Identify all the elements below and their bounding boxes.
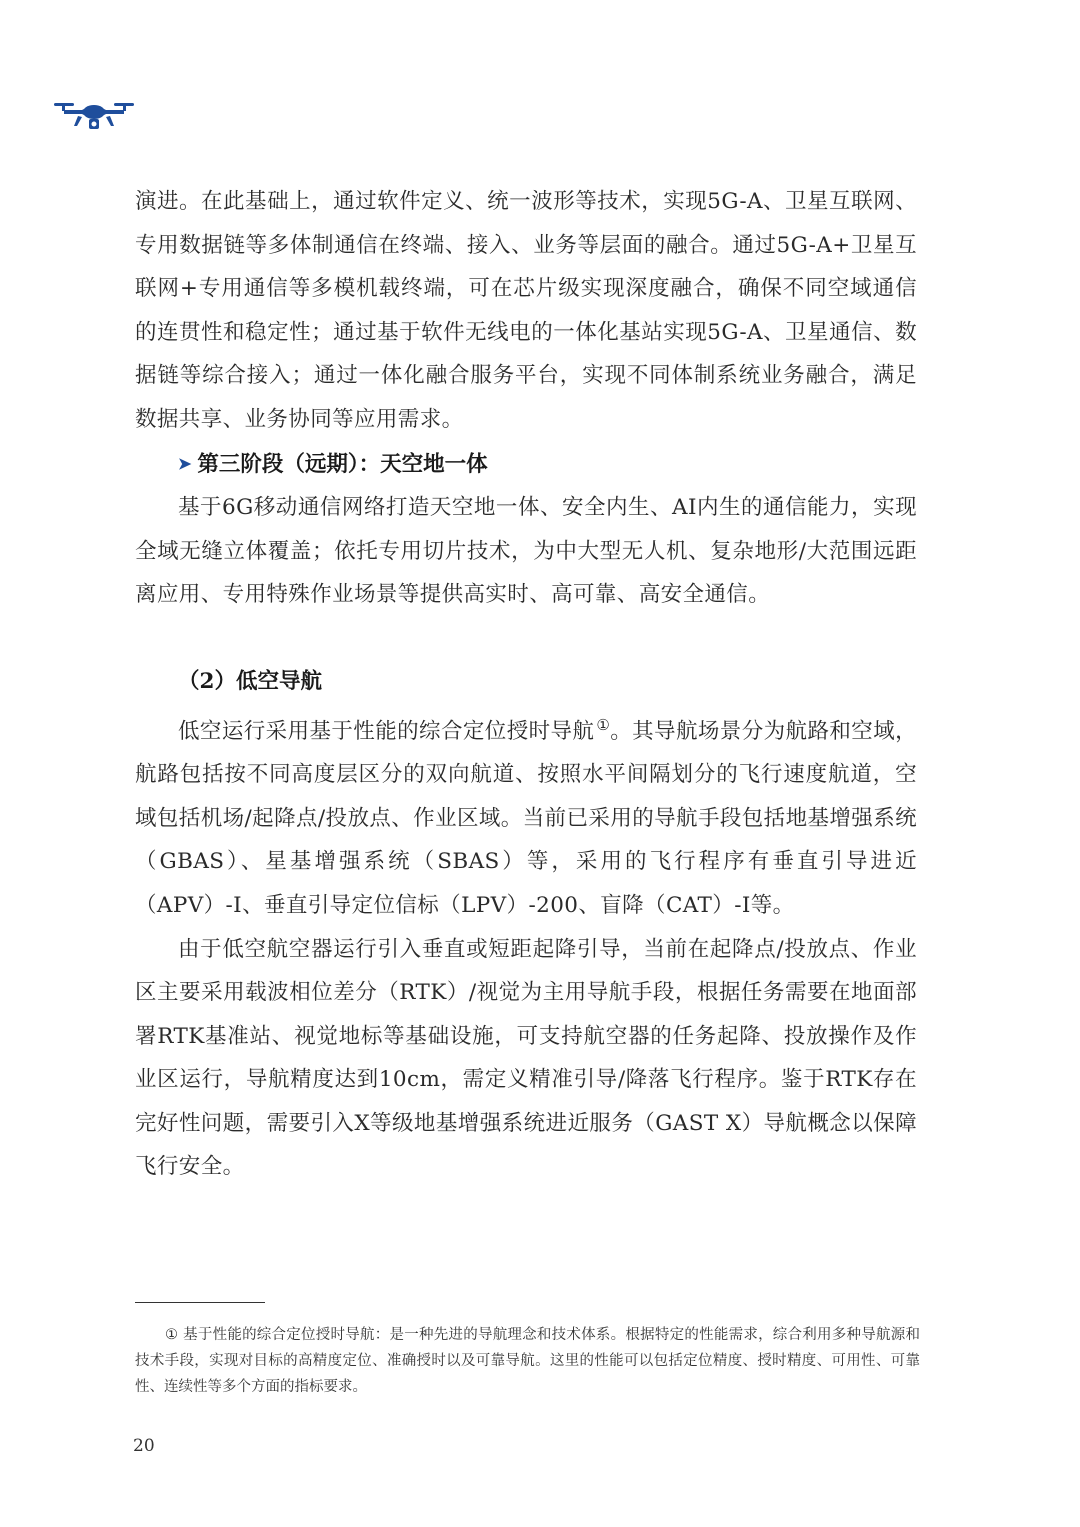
stage3-heading [135,442,917,487]
footnote-text: ① 基于性能的综合定位授时导航：是一种先进的导航理念和技术体系。根据特定的性能需求，综合利用多种导航源和技术手段，实现对目标的高精度定位、准确授时以及可靠导航。这里的性能可以包括定位精度、授时精度、可用性、可靠性、连续性等多个方面的指标要求。 [135,1327,920,1395]
paragraph-rtk-navigation: 由于低空航空器运行引入垂直或短距起降引导，当前在起降点/投放点、作业区主要采用载波相位差分（RTK）/视觉为主用导航手段，根据任务需要在地面部署RTK基准站、视觉地标等基础设施，可支持航空器的任务起降、投放操作及作业区运行，导航精度达到10cm，需定义精准引导/降落飞行程序。鉴于RTK存在完好性问题，需要引入X等级地基增强系统进近服务（GAST X）导航概念以保障飞行安全。 [135,936,917,1180]
footnote-reference[interactable]: ① [596,715,611,734]
drone-icon [54,100,134,134]
paragraph-stage2-continuation: 演进。在此基础上，通过软件定义、统一波形等技术，实现5G-A、卫星互联网、专用数据链等多体制通信在终端、接入、业务等层面的融合。通过5G-A+卫星互联网+专用通信等多模机载终端，可在芯片级实现深度融合，确保不同空域通信的连贯性和稳定性；通过基于软件无线电的一体化基站实现5G-A、卫星通信、数据链等综合接入；通过一体化融合服务平台，实现不同体制系统业务融合，满足数据共享、业务协同等应用需求。 [135,189,917,432]
paragraph-navigation-text-b: 。其导航场景分为航路和空域，航路包括按不同高度层区分的双向航道、按照水平间隔划分的飞行速度航道，空域包括机场/起降点/投放点、作业区域。当前已采用的导航手段包括地基增强系统（GBAS）、星基增强系统（SBAS）等，采用的飞行程序有垂直引导进近（APV）-I、垂直引导定位信标（LPV）-200、盲降（CAT）-I等。 [135,718,918,918]
footnote-divider [135,1302,265,1303]
paragraph-stage3: 基于6G移动通信网络打造天空地一体、安全内生、AI内生的通信能力，实现全域无缝立体覆盖；依托专用切片技术，为中大型无人机、复杂地形/大范围远距离应用、专用特殊作业场景等提供高实时、高可靠、高安全通信。 [135,495,917,608]
paragraph-navigation-scenarios [135,704,917,928]
section-title-low-altitude-navigation: （2）低空导航 [178,668,322,694]
arrow-bullet-icon: ➤ [178,453,192,473]
stage3-heading-text: 第三阶段（远期）：天空地一体 [197,451,488,477]
paragraph-navigation-text-a: 低空运行采用基于性能的综合定位授时导航 [178,718,595,744]
page-number: 20 [133,1436,155,1456]
page-body [135,180,917,1189]
